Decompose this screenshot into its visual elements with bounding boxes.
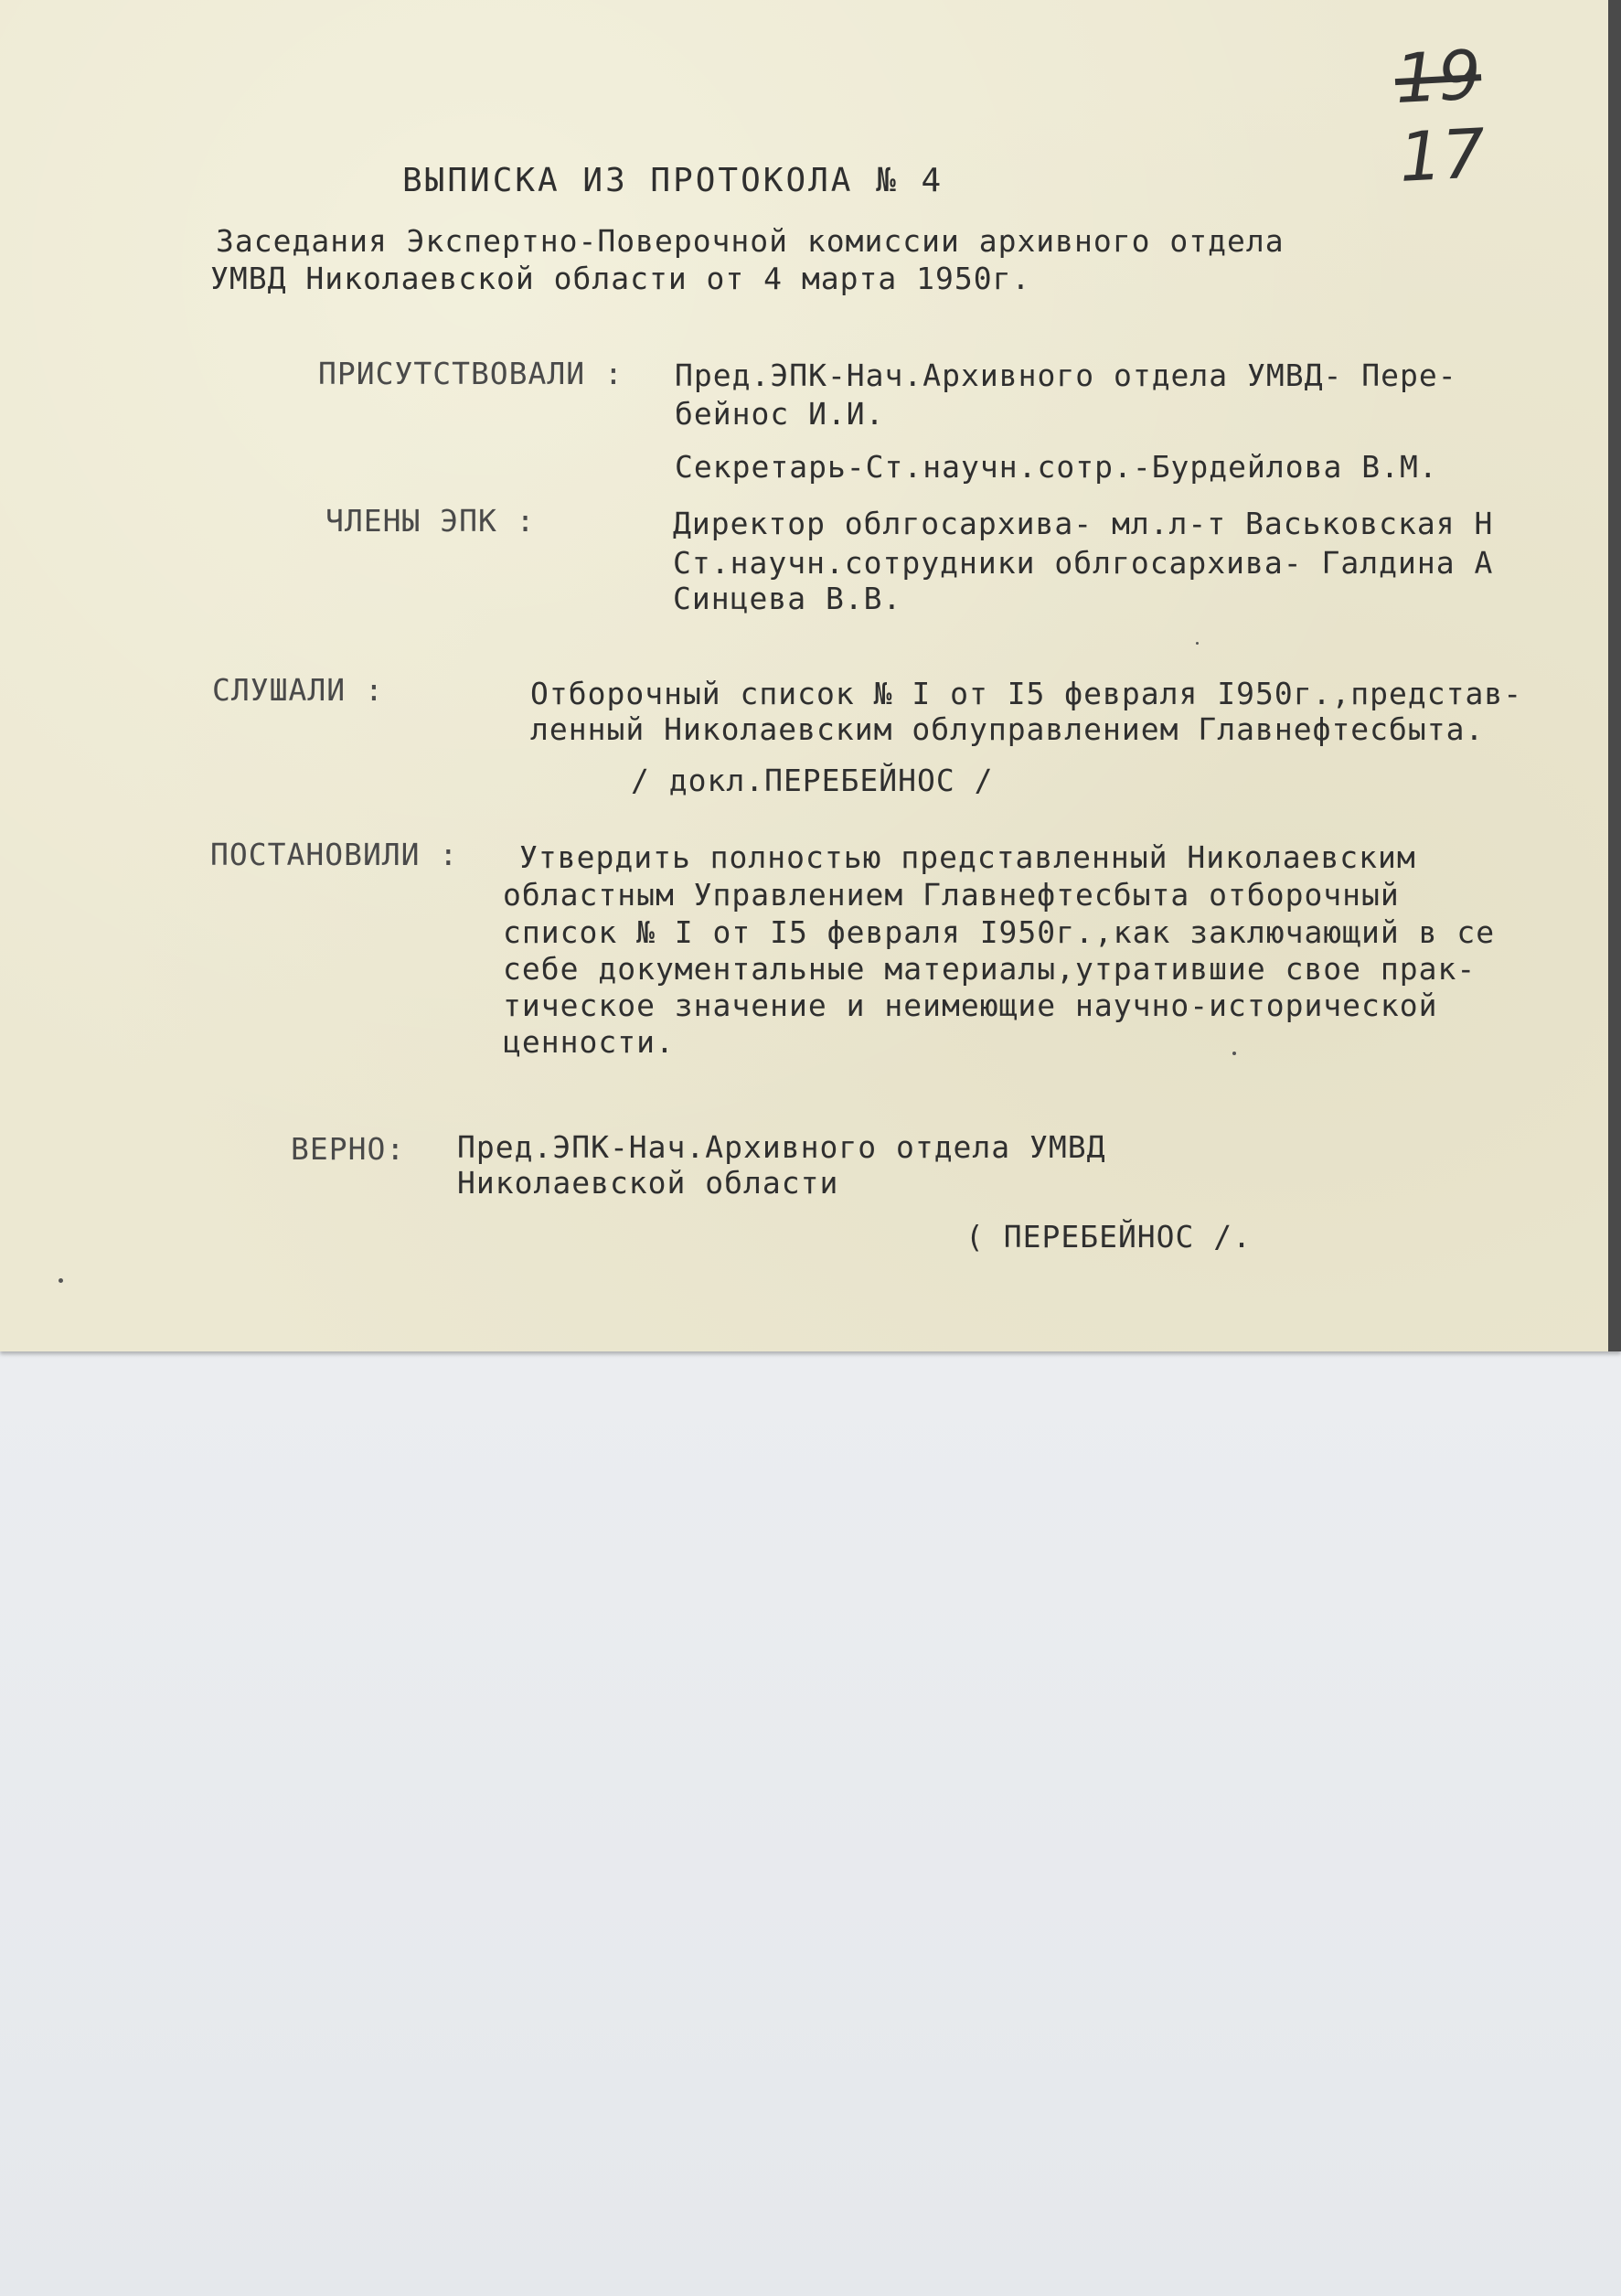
- members-label: ЧЛЕНЫ ЭПК :: [325, 503, 536, 539]
- heard-label: СЛУШАЛИ :: [212, 672, 384, 708]
- subtitle-line-2: УМВД Николаевской области от 4 марта 1950г.: [210, 261, 1031, 296]
- archive-sheet-number: [1393, 29, 1613, 198]
- members-line-3: Синцева В.В.: [673, 581, 902, 616]
- decided-label: ПОСТАНОВИЛИ :: [210, 837, 459, 872]
- certified-line-1: Пред.ЭПК-Нач.Архивного отдела УМВД: [457, 1129, 1106, 1165]
- struck-sheet-number: 19: [1392, 36, 1484, 120]
- paper-speck: [1196, 642, 1199, 645]
- members-line-1: Директор облгосархива- мл.л-т Васьковская Н: [673, 506, 1494, 541]
- paper-speck: [1232, 1052, 1236, 1055]
- certified-line-2: Николаевской области: [457, 1165, 839, 1201]
- decided-line-1: Утвердить полностью представленный Николаевским: [519, 839, 1416, 875]
- present-label: ПРИСУТСТВОВАЛИ :: [318, 356, 624, 391]
- decided-line-6: ценности.: [503, 1024, 675, 1060]
- decided-line-2: областным Управлением Главнефтесбыта отборочный: [503, 877, 1400, 913]
- decided-line-5: тическое значение и неимеющие научно-исторической: [503, 988, 1438, 1023]
- document-title: ВЫПИСКА ИЗ ПРОТОКОЛА № 4: [402, 162, 944, 199]
- heard-line-2: ленный Николаевским облуправлением Главнефтесбыта.: [530, 711, 1485, 747]
- paper-speck: [59, 1278, 63, 1283]
- present-line-3: Секретарь-Ст.научн.сотр.-Бурдейлова В.М.: [675, 449, 1438, 485]
- certified-label: ВЕРНО:: [291, 1131, 406, 1167]
- present-line-2: бейнос И.И.: [675, 396, 885, 432]
- heard-report: / докл.ПЕРЕБЕЙНОС /: [631, 763, 994, 798]
- current-sheet-number: 17: [1397, 114, 1488, 198]
- members-line-2: Ст.научн.сотрудники облгосархива- Галдина А: [673, 545, 1494, 581]
- heard-line-1: Отборочный список № I от I5 февраля I950г.,представ-: [530, 676, 1523, 711]
- certified-signature: ( ПЕРЕБЕЙНОС /.: [965, 1219, 1253, 1255]
- subtitle-line-1: Заседания Экспертно-Поверочной комиссии архивного отдела: [216, 223, 1285, 259]
- decided-line-4: себе документальные материалы,утратившие свое прак-: [503, 951, 1477, 987]
- present-line-1: Пред.ЭПК-Нач.Архивного отдела УМВД- Пере-: [675, 358, 1457, 393]
- decided-line-3: список № I от I5 февраля I950г.,как заключающий в се: [503, 914, 1496, 950]
